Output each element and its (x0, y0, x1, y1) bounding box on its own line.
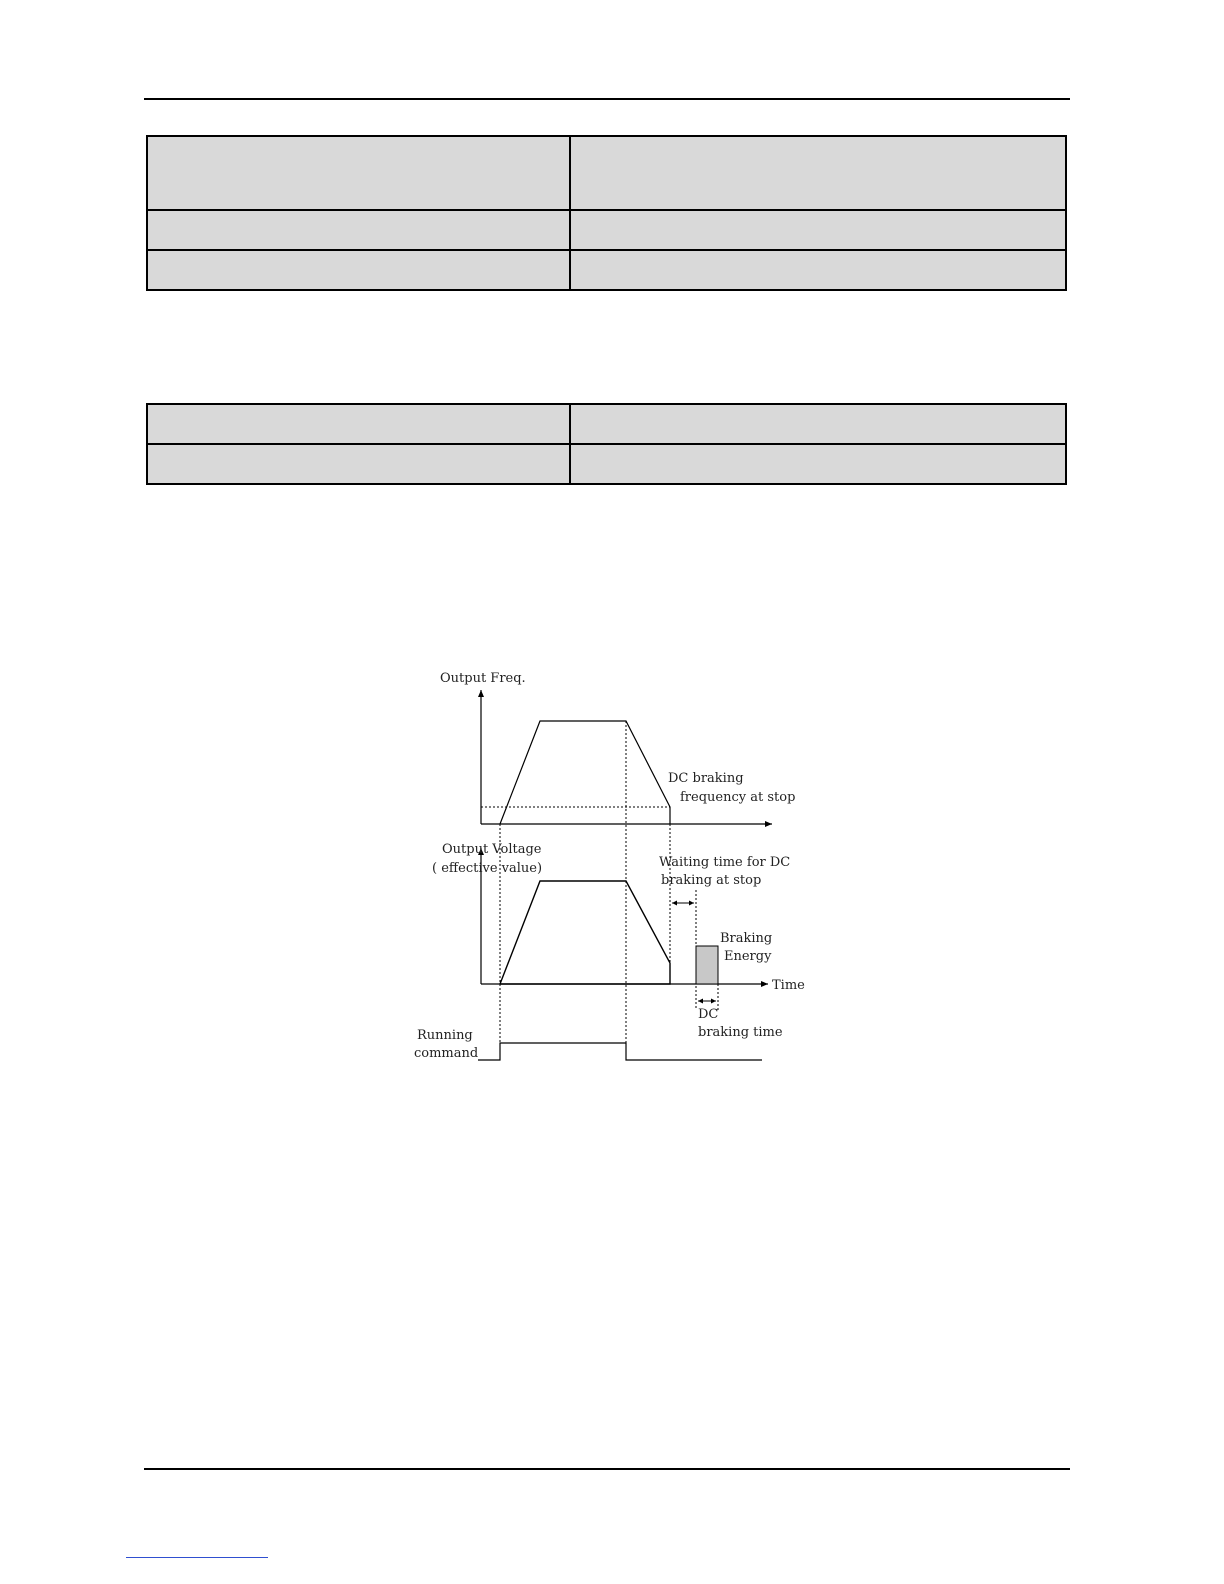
running-command-signal (478, 1043, 762, 1060)
dc-braking-freq-label-2: frequency at stop (680, 790, 796, 805)
voltage-profile-curve (500, 881, 670, 984)
table-cell (570, 404, 1066, 444)
dc-braking-time-label-1: DC (698, 1007, 719, 1022)
running-command-label-2: command (414, 1046, 479, 1061)
table-cell (147, 444, 570, 484)
waiting-time-label-2: braking at stop (661, 873, 762, 888)
freq-profile-curve (500, 721, 670, 824)
table-cell (570, 210, 1066, 250)
freq-axis-label: Output Freq. (440, 671, 526, 686)
voltage-axis-label-1: Output Voltage (442, 842, 542, 857)
dc-braking-freq-label-1: DC braking (668, 771, 744, 786)
table-row (147, 250, 1066, 290)
voltage-axis-label-2: ( effective value) (432, 861, 543, 876)
table-cell (147, 250, 570, 290)
table-row (147, 404, 1066, 444)
table-cell (147, 404, 570, 444)
footer-rule (144, 1468, 1070, 1470)
braking-energy-block (696, 946, 718, 984)
table-cell (147, 210, 570, 250)
table-row (147, 444, 1066, 484)
running-command-label-1: Running (417, 1028, 473, 1043)
table-row (147, 136, 1066, 210)
table-cell (570, 444, 1066, 484)
header-rule (144, 98, 1070, 100)
parameter-table-2 (146, 403, 1067, 485)
waiting-time-label-1: Waiting time for DC (659, 855, 791, 870)
footer-link-underline[interactable] (126, 1557, 268, 1558)
table-cell (147, 136, 570, 210)
table-cell (570, 250, 1066, 290)
time-axis-label: Time (772, 978, 805, 993)
braking-energy-label-1: Braking (720, 931, 773, 946)
table-row (147, 210, 1066, 250)
dc-braking-timing-diagram (400, 660, 820, 1080)
table-cell (570, 136, 1066, 210)
dc-braking-time-label-2: braking time (698, 1025, 783, 1040)
parameter-table-1 (146, 135, 1067, 291)
braking-energy-label-2: Energy (724, 949, 772, 964)
